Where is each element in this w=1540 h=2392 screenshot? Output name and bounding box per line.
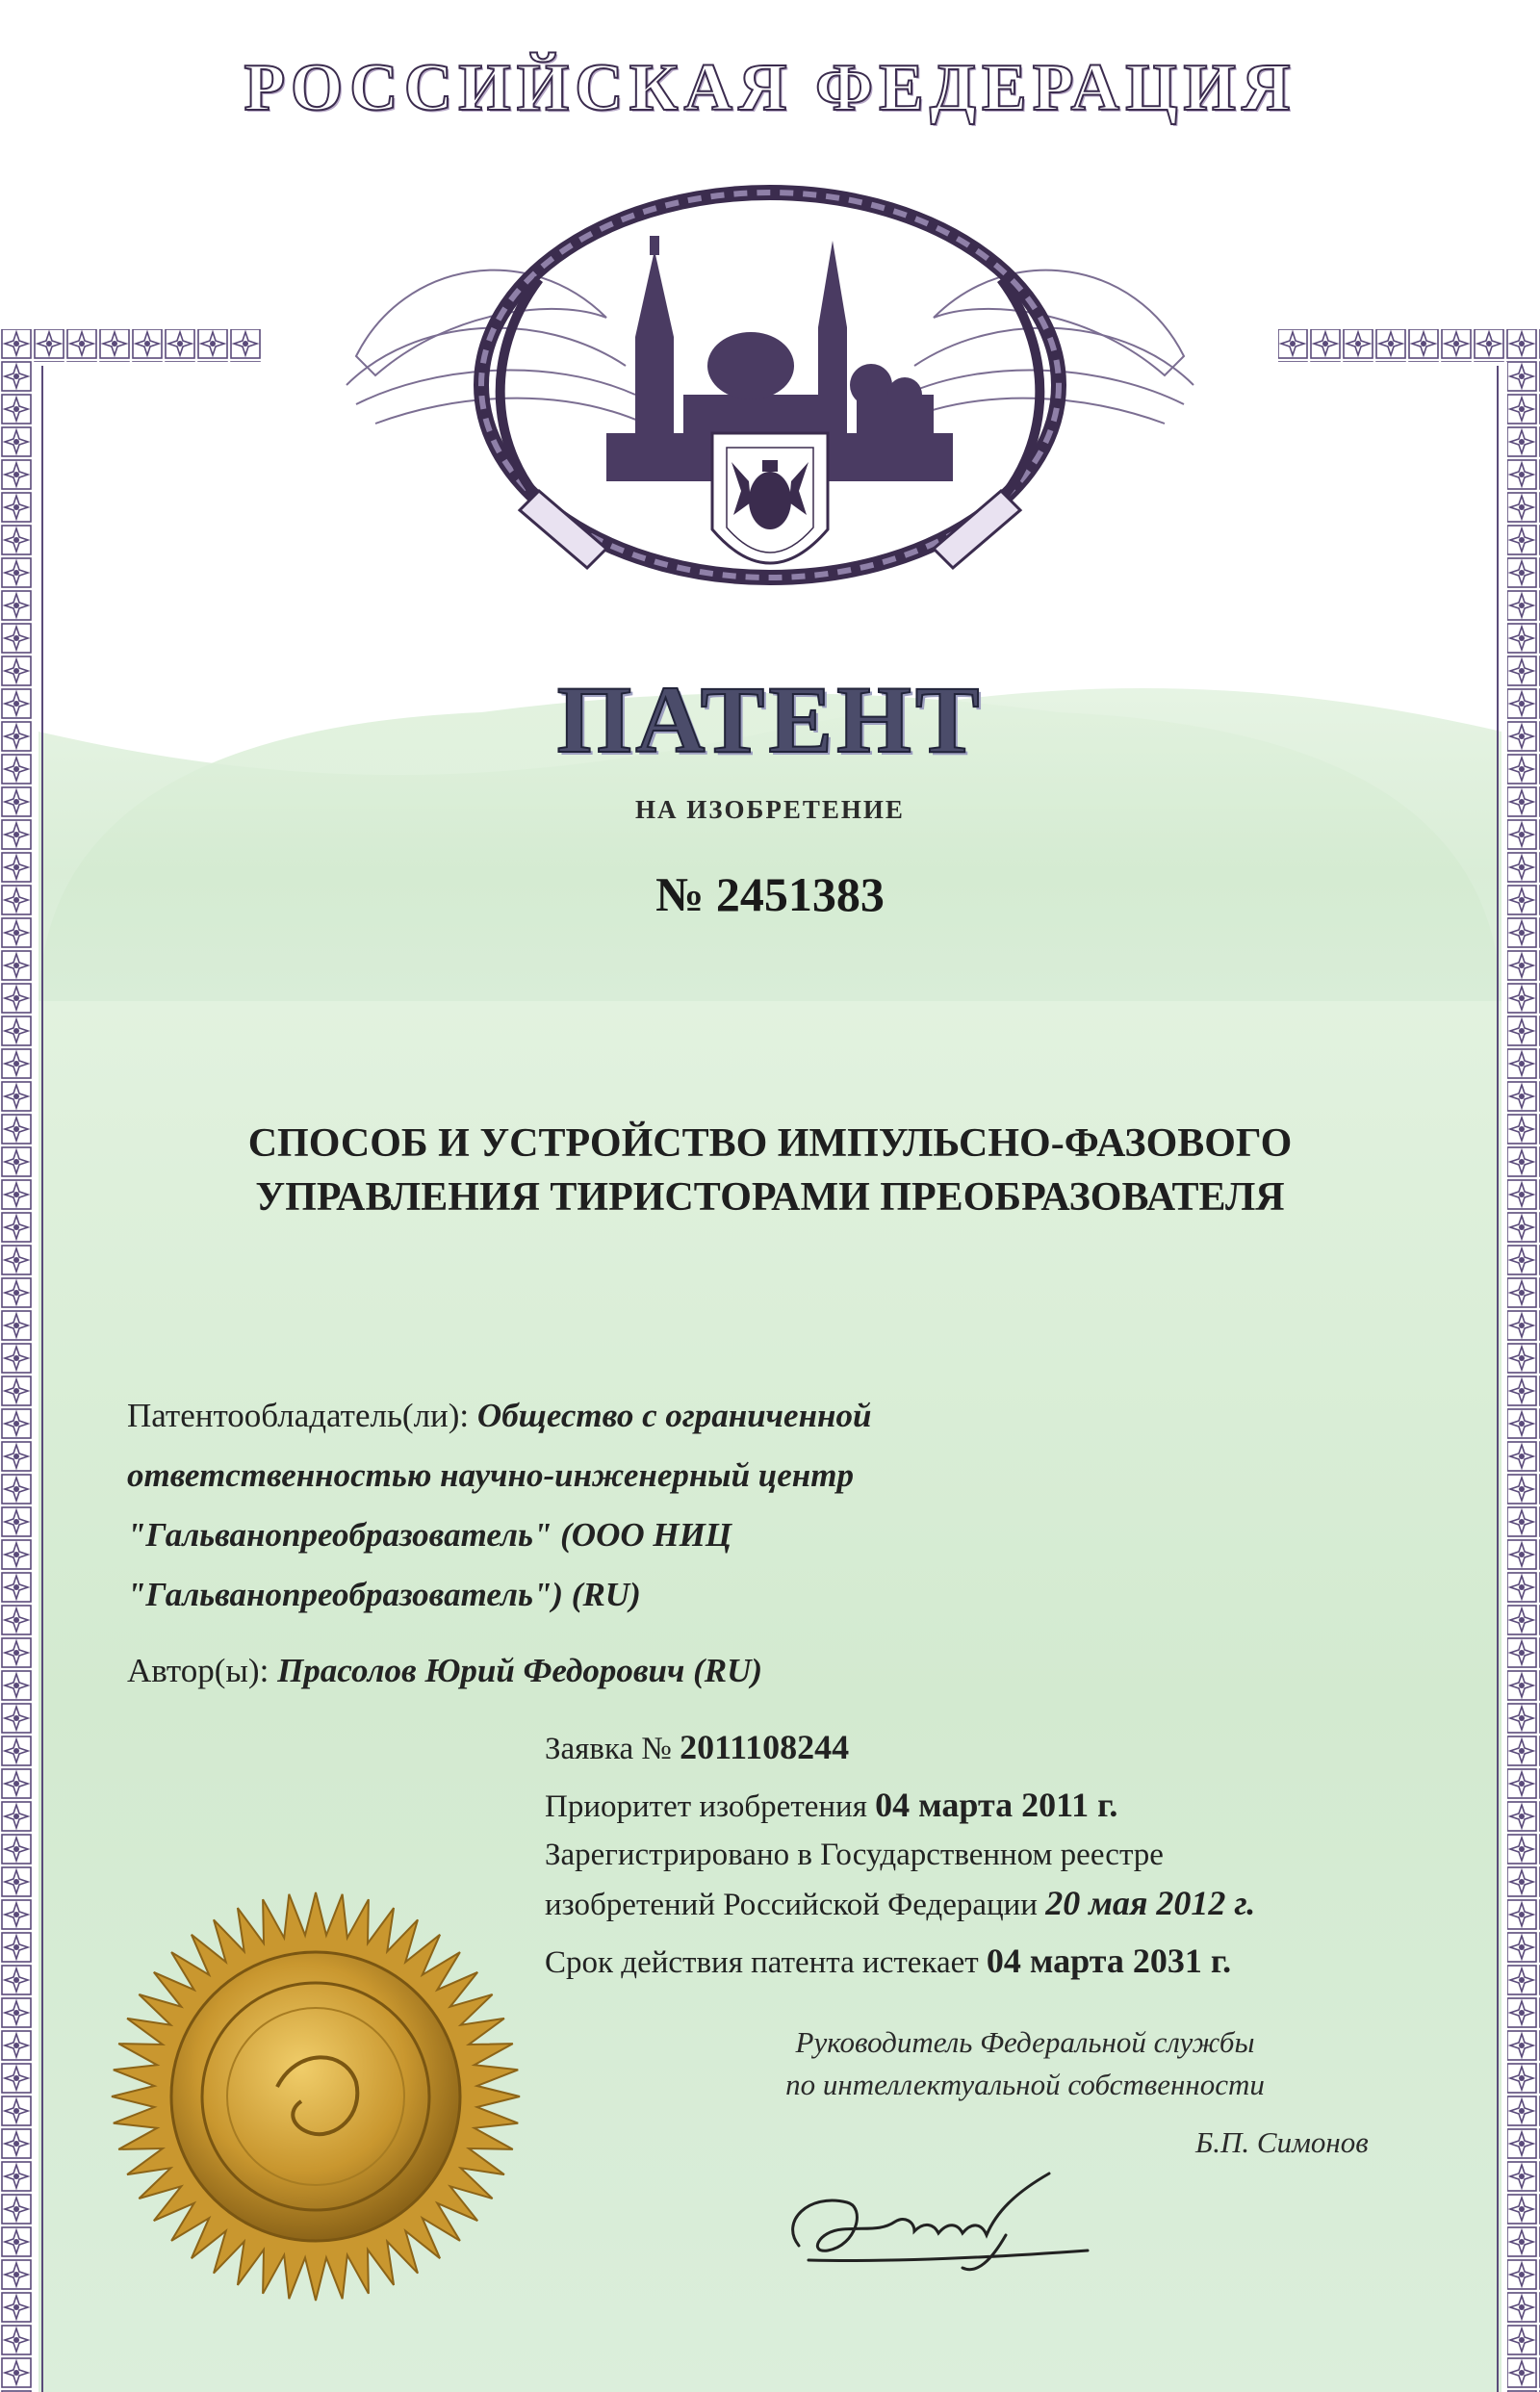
document-subtitle: НА ИЗОБРЕТЕНИЕ bbox=[635, 795, 905, 824]
registration-date: 20 мая 2012 г. bbox=[1045, 1884, 1256, 1922]
priority-label: Приоритет изобретения bbox=[545, 1789, 867, 1824]
registration-row-2 bbox=[545, 1879, 1255, 1929]
expiry-label: Срок действия патента истекает bbox=[545, 1945, 979, 1980]
signature-icon bbox=[770, 2154, 1116, 2279]
patent-number: № 2451383 bbox=[655, 867, 885, 921]
holder-label: Патентообладатель(ли): bbox=[127, 1397, 470, 1434]
invention-title bbox=[116, 1117, 1424, 1224]
official-title-line: по интеллектуальной собственности bbox=[785, 2068, 1265, 2101]
author-value: Прасолов Юрий Федорович (RU) bbox=[277, 1652, 763, 1689]
invention-title-line: СПОСОБ И УСТРОЙСТВО ИМПУЛЬСНО-ФАЗОВОГО bbox=[247, 1121, 1293, 1166]
holder-value-line: "Гальванопреобразователь" (ООО НИЦ bbox=[127, 1516, 732, 1554]
author bbox=[127, 1641, 762, 1701]
author-label: Автор(ы): bbox=[127, 1652, 270, 1689]
holder-value-line: "Гальванопреобразователь") (RU) bbox=[127, 1576, 641, 1613]
registration-row-1: Зарегистрировано в Государственном реестре bbox=[545, 1838, 1164, 1872]
registration-details bbox=[545, 1723, 1255, 1987]
official-title bbox=[736, 2021, 1314, 2106]
country-heading: РОССИЙСКАЯ ФЕДЕРАЦИЯ bbox=[244, 51, 1296, 125]
application-number: 2011108244 bbox=[680, 1728, 850, 1766]
official-title-line: Руководитель Федеральной службы bbox=[795, 2025, 1255, 2059]
priority-date: 04 марта 2011 г. bbox=[875, 1786, 1118, 1824]
holder-value-line: Общество с ограниченной bbox=[476, 1397, 872, 1434]
document-title: ПАТЕНТ bbox=[556, 666, 984, 773]
patent-holder bbox=[127, 1386, 1282, 1625]
official-name: Б.П. Симонов bbox=[1195, 2125, 1369, 2159]
registration-label: изобретений Российской Федерации bbox=[545, 1888, 1038, 1922]
invention-title-line: УПРАВЛЕНИЯ ТИРИСТОРАМИ ПРЕОБРАЗОВАТЕЛЯ bbox=[255, 1175, 1285, 1220]
expiry-row bbox=[545, 1937, 1255, 1987]
priority-row bbox=[545, 1781, 1255, 1831]
application-row bbox=[545, 1723, 1255, 1773]
application-label: Заявка № bbox=[545, 1732, 672, 1766]
kremlin-wreath-icon bbox=[318, 144, 1222, 645]
gold-seal-icon bbox=[104, 1885, 527, 2308]
expiry-date: 04 марта 2031 г. bbox=[986, 1942, 1232, 1980]
holder-value-line: ответственностью научно-инженерный центр bbox=[127, 1456, 854, 1494]
